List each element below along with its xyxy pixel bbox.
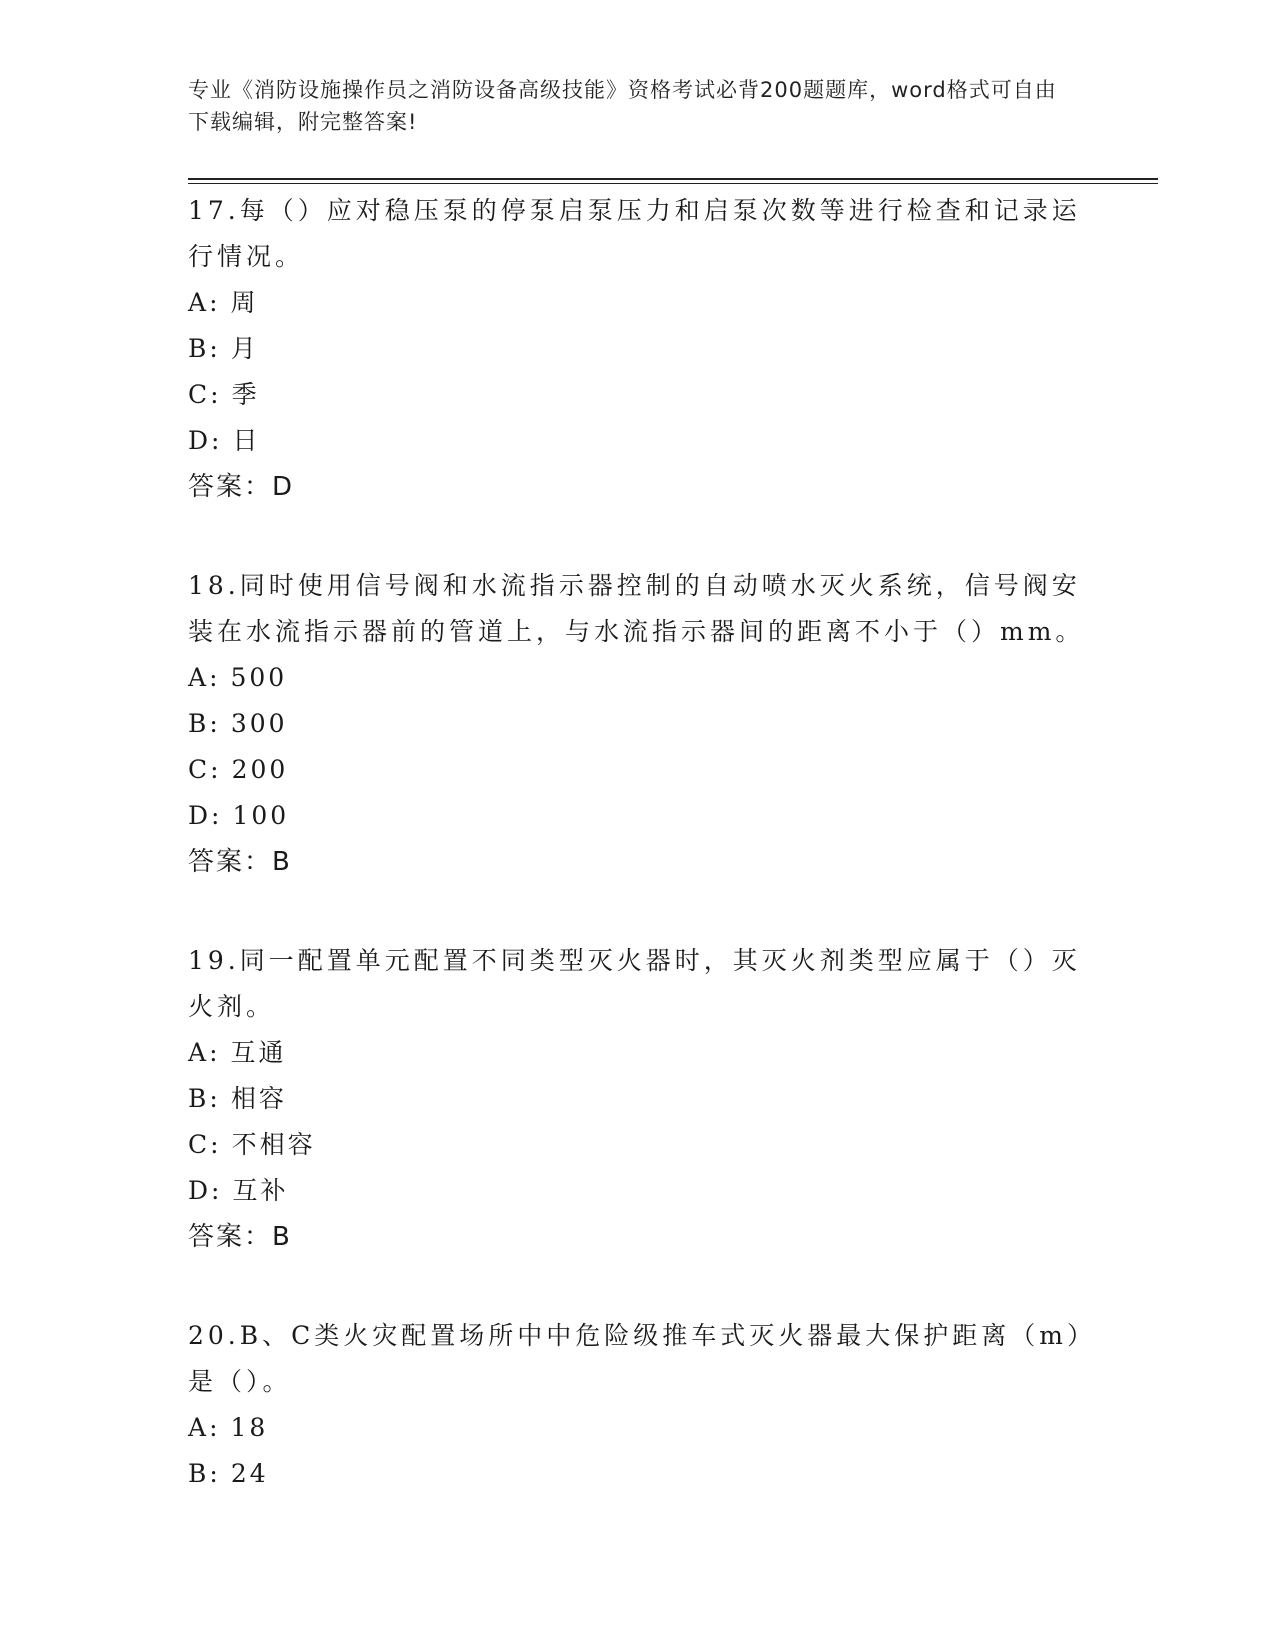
option-a xyxy=(188,655,1088,701)
option-a xyxy=(188,280,1088,326)
option-letter: B xyxy=(188,1084,210,1113)
option-text: 互补 xyxy=(232,1176,289,1205)
header-rule-thick xyxy=(188,178,1158,180)
document-header: 专业《消防设施操作员之消防设备高级技能》资格考试必背200题题库，word格式可自由下载编辑，附完整答案! xyxy=(188,78,1057,134)
option-c xyxy=(188,747,1088,793)
option-letter: C xyxy=(188,755,211,784)
question-text: 20.B、C类火灾配置场所中中危险级推车式灭火器最大保护距离（m）是（）。 xyxy=(188,1321,1084,1396)
option-letter: A xyxy=(188,663,210,692)
option-letter: A xyxy=(188,1413,210,1442)
option-c xyxy=(188,372,1088,418)
option-separator: : xyxy=(209,709,221,738)
option-a xyxy=(188,1030,1088,1076)
option-separator: : xyxy=(211,426,223,455)
question-list xyxy=(188,188,1088,1550)
option-separator: : xyxy=(209,334,221,363)
answer-line: 答案：B xyxy=(188,1222,292,1252)
question-17 xyxy=(188,188,1088,510)
option-letter: A xyxy=(188,288,210,317)
answer-line: 答案：B xyxy=(188,847,292,877)
option-text: 24 xyxy=(230,1459,269,1488)
question-text: 18.同时使用信号阀和水流指示器控制的自动喷水灭火系统，信号阀安装在水流指示器前的管道上，与水流指示器间的距离不小于（）mm。 xyxy=(188,571,1085,646)
question-20 xyxy=(188,1313,1088,1497)
option-text: 季 xyxy=(231,380,260,409)
option-separator: : xyxy=(209,288,221,317)
question-text: 17.每（）应对稳压泵的停泵启泵压力和启泵次数等进行检查和记录运行情况。 xyxy=(188,196,1081,271)
option-text: 18 xyxy=(230,1413,269,1442)
option-separator: : xyxy=(211,1176,223,1205)
option-text: 日 xyxy=(232,426,261,455)
option-d xyxy=(188,793,1088,839)
option-separator: : xyxy=(211,801,223,830)
answer-line: 答案：D xyxy=(188,472,295,502)
option-letter: C xyxy=(188,1130,211,1159)
option-letter: D xyxy=(188,801,212,830)
option-a xyxy=(188,1405,1088,1451)
option-text: 月 xyxy=(230,334,259,363)
option-text: 互通 xyxy=(230,1038,287,1067)
option-b xyxy=(188,701,1088,747)
option-separator: : xyxy=(209,1038,221,1067)
option-b xyxy=(188,326,1088,372)
option-c xyxy=(188,1122,1088,1168)
option-letter: B xyxy=(188,1459,210,1488)
option-text: 不相容 xyxy=(231,1130,316,1159)
option-separator: : xyxy=(210,1130,222,1159)
option-d xyxy=(188,1168,1088,1214)
option-text: 周 xyxy=(230,288,259,317)
option-separator: : xyxy=(209,1413,221,1442)
option-separator: : xyxy=(210,755,222,784)
option-separator: : xyxy=(209,1459,221,1488)
option-separator: : xyxy=(209,1084,221,1113)
option-text: 500 xyxy=(230,663,288,692)
header-rule-thin xyxy=(188,183,1158,184)
option-separator: : xyxy=(209,663,221,692)
option-letter: B xyxy=(188,334,210,363)
option-letter: A xyxy=(188,1038,210,1067)
option-letter: B xyxy=(188,709,210,738)
question-text: 19.同一配置单元配置不同类型灭火器时，其灭火剂类型应属于（）灭火剂。 xyxy=(188,946,1081,1021)
option-letter: D xyxy=(188,426,212,455)
option-text: 300 xyxy=(230,709,288,738)
option-text: 相容 xyxy=(230,1084,287,1113)
option-d xyxy=(188,418,1088,464)
option-separator: : xyxy=(210,380,222,409)
option-letter: D xyxy=(188,1176,212,1205)
option-text: 100 xyxy=(232,801,290,830)
option-b xyxy=(188,1076,1088,1122)
question-18 xyxy=(188,563,1088,885)
question-19 xyxy=(188,938,1088,1260)
option-text: 200 xyxy=(231,755,289,784)
option-letter: C xyxy=(188,380,211,409)
option-b xyxy=(188,1451,1088,1497)
